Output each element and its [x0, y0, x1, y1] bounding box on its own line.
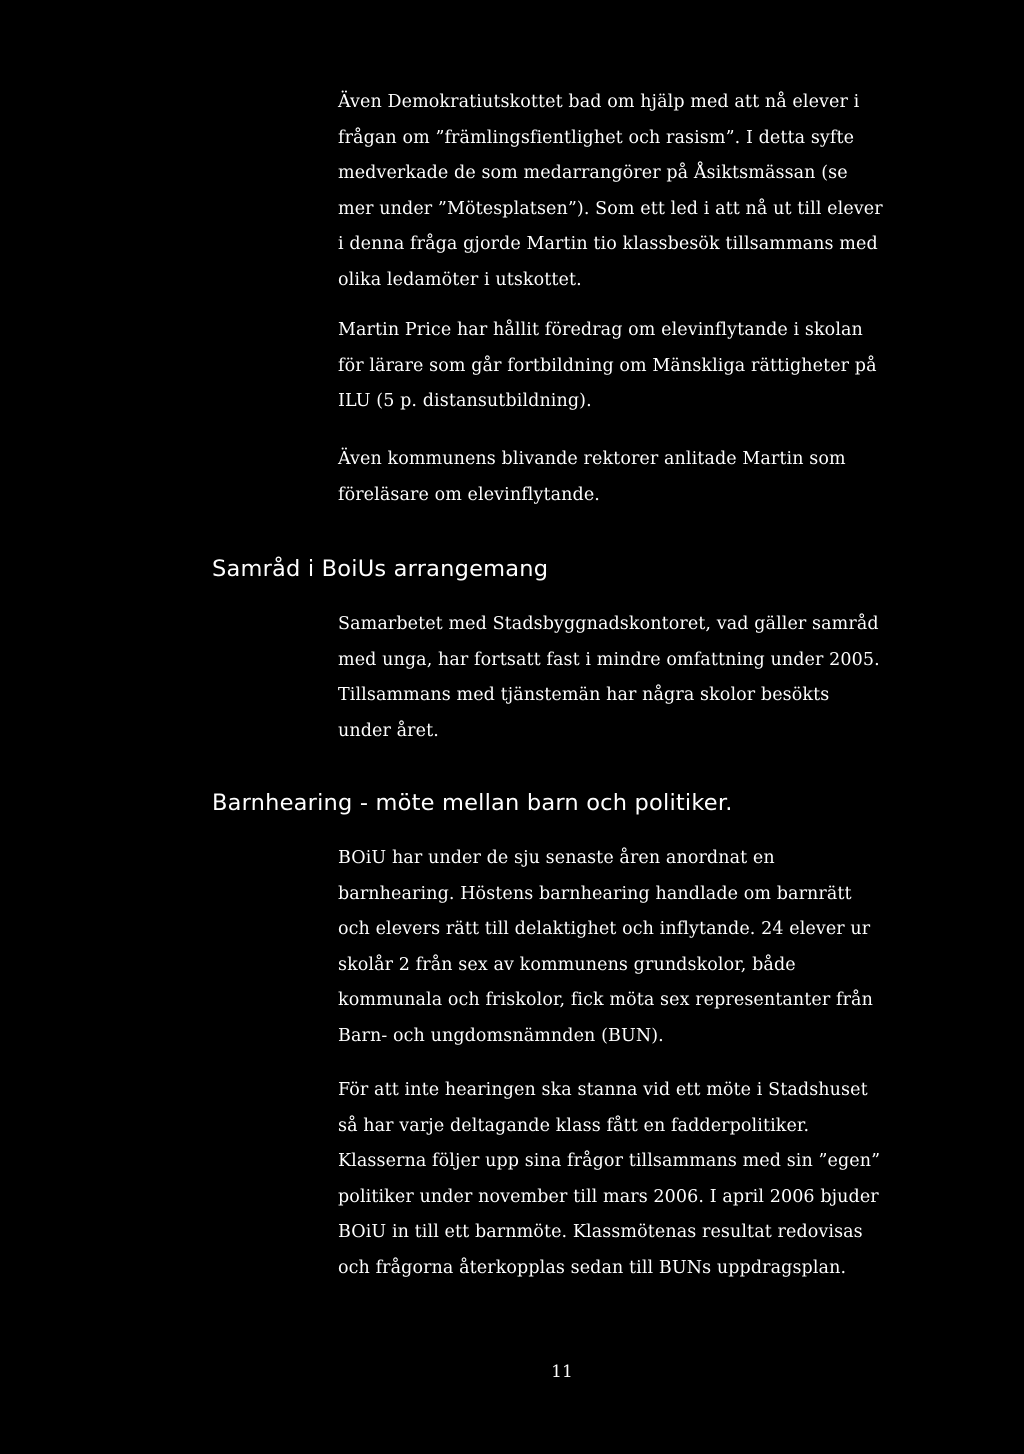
heading-barnhearing: Barnhearing - möte mellan barn och politiker. — [212, 790, 733, 816]
paragraph-martin-price: Martin Price har hållit föredrag om elevinflytande i skolan för lärare som går fortbildning om Mänskliga rättigheter på ILU (5 p. distansutbildning). — [338, 320, 877, 411]
paragraph-blivande-rektorer: Även kommunens blivande rektorer anlitade Martin som föreläsare om elevinflytande. — [338, 449, 846, 505]
paragraph-demokratiutskottet: Även Demokratiutskottet bad om hjälp med att nå elever i frågan om ”främlingsfientlighet och rasism”. I detta syfte medverkade de som medarrangörer på Åsiktsmässan (se mer under ”Mötesplatsen”). Som ett led i att nå ut till elever i denna fråga gjorde Martin tio klassbesök tillsammans med olika ledamöter i utskottet. — [338, 92, 883, 290]
page-number: 11 — [551, 1362, 573, 1382]
paragraph-samrad: Samarbetet med Stadsbyggnadskontoret, vad gäller samråd med unga, har fortsatt fast i mindre omfattning under 2005. Tillsammans med tjänstemän har några skolor besökts under året. — [338, 614, 880, 741]
heading-samrad: Samråd i BoiUs arrangemang — [212, 556, 549, 582]
paragraph-barnhearing-intro: BOiU har under de sju senaste åren anordnat en barnhearing. Höstens barnhearing handlade om barnrätt och elevers rätt till delaktighet och inflytande. 24 elever ur skolår 2 från sex av kommunens grundskolor, både kommunala och friskolor, fick möta sex representanter från Barn- och ungdomsnämnden (BUN). — [338, 848, 873, 1046]
paragraph-barnhearing-fadder: För att inte hearingen ska stanna vid ett möte i Stadshuset så har varje deltagande klass fått en fadderpolitiker. Klasserna följer upp sina frågor tillsammans med sin ”egen” politiker under november till mars 2006. I april 2006 bjuder BOiU in till ett barnmöte. Klassmötenas resultat redovisas och frågorna återkopplas sedan till BUNs uppdragsplan. — [338, 1080, 881, 1278]
